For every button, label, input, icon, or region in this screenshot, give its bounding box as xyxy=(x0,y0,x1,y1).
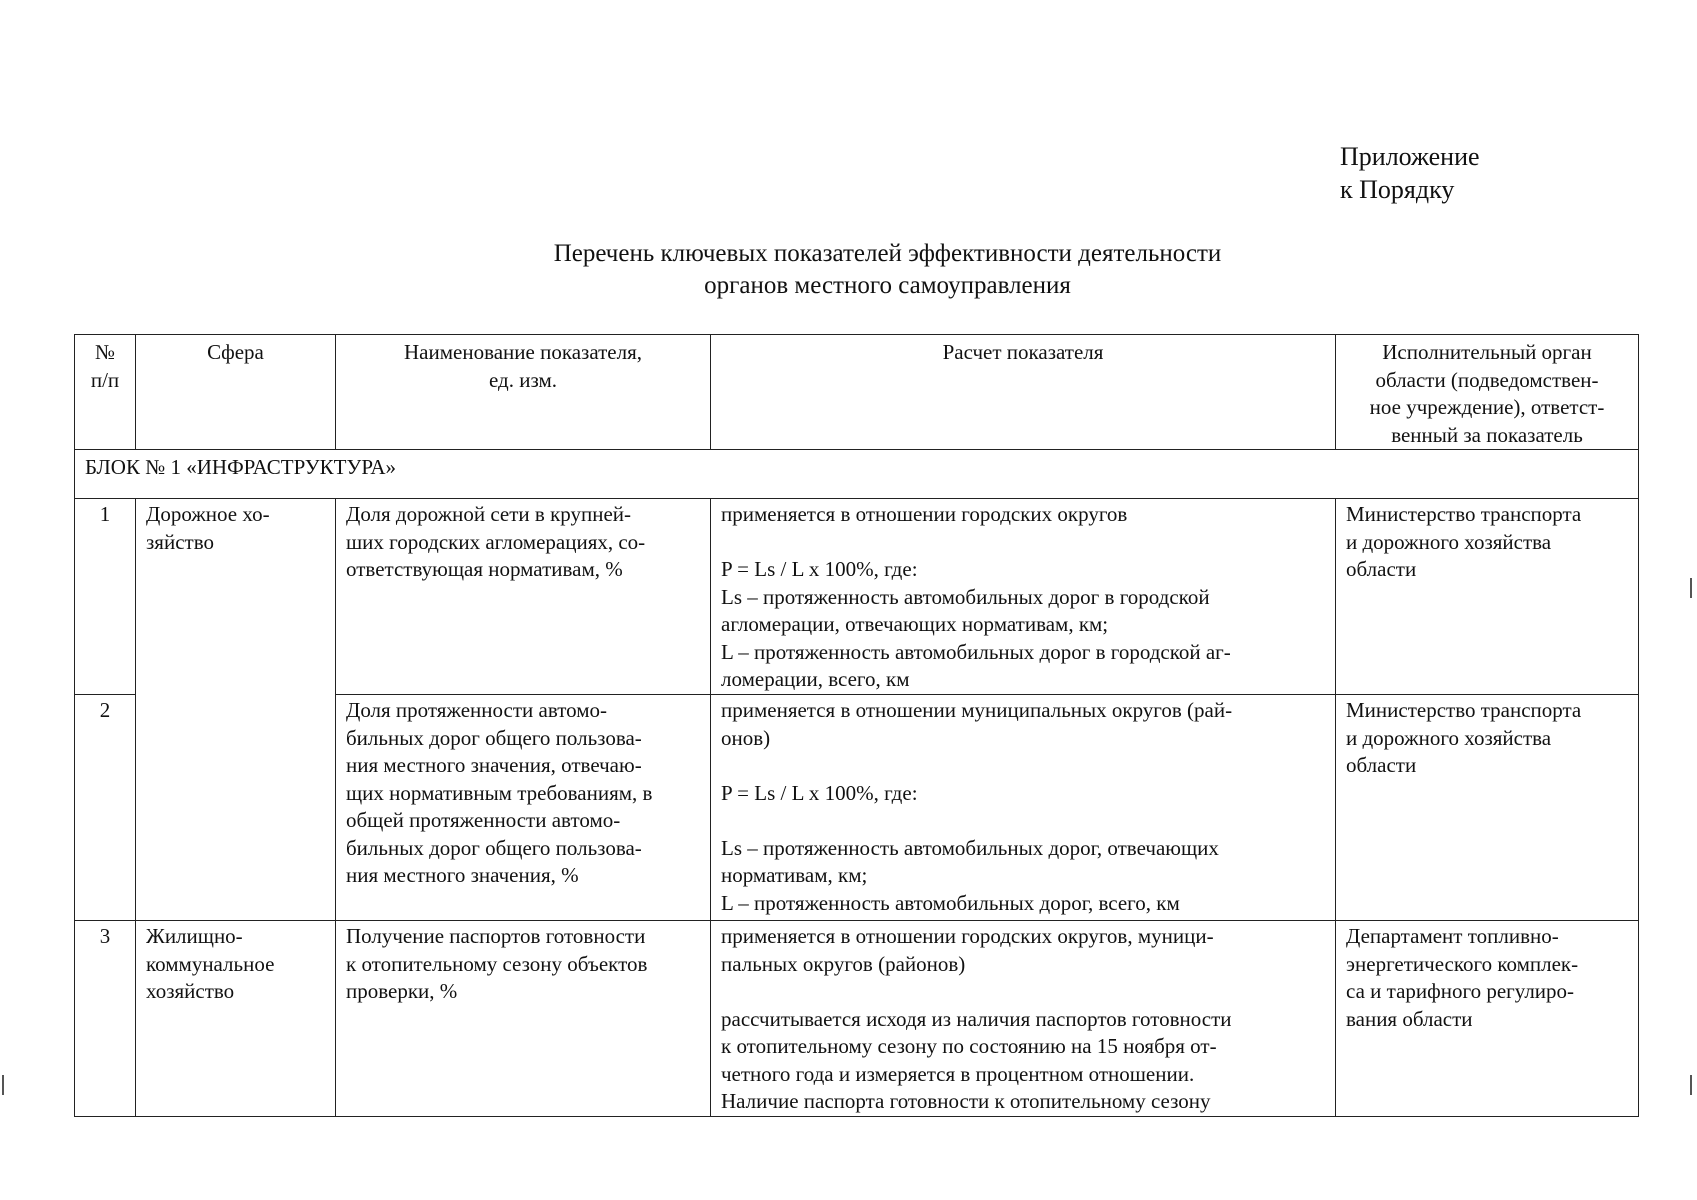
indicators-table xyxy=(74,334,1639,1117)
scan-mark xyxy=(1690,1075,1692,1095)
table-row xyxy=(75,921,1639,1117)
table-header-row xyxy=(75,335,1639,450)
row-indicator: Доля протяженности автомо- бильных дорог общего пользова- ния местного значения, отвечаю- щих нормативным требованиям, в общей протяженности автомо- бильных дорог общего пользова- ния местного значения, % xyxy=(336,695,711,921)
row-calculation: применяется в отношении городских округов P = Ls / L x 100%, где: Ls – протяженность автомобильных дорог в городской агломерации, отвечающих нормативам, км; L – протяженность автомобильных дорог в городской аг- ломерации, всего, км xyxy=(711,499,1336,695)
row-authority: Министерство транспорта и дорожного хозяйства области xyxy=(1336,695,1639,921)
scan-mark xyxy=(2,1075,4,1095)
title-line-1: Перечень ключевых показателей эффективности деятельности xyxy=(553,240,1222,267)
table-row xyxy=(75,499,1639,695)
block-title: БЛОК № 1 «ИНФРАСТРУКТУРА» xyxy=(75,450,1639,499)
appendix-line-1: Приложение xyxy=(1340,142,1480,171)
title-line-2: органов местного самоуправления xyxy=(704,272,1071,299)
row-indicator: Получение паспортов готовности к отопительному сезону объектов проверки, % xyxy=(336,921,711,1117)
scan-mark xyxy=(1690,578,1692,598)
appendix-line-2: к Порядку xyxy=(1340,175,1455,204)
row-sphere: Дорожное хо- зяйство xyxy=(136,499,336,921)
document-title xyxy=(0,238,1697,302)
appendix-note xyxy=(1340,140,1480,206)
block-row xyxy=(75,450,1639,499)
row-calculation: применяется в отношении муниципальных округов (рай- онов) P = Ls / L x 100%, где: Ls – протяженность автомобильных дорог, отвечающих нормативам, км; L – протяженность автомобильных дорог, всего, км xyxy=(711,695,1336,921)
header-num: № п/п xyxy=(75,335,136,450)
row-indicator: Доля дорожной сети в крупней- ших городских агломерациях, со- ответствующая нормативам, % xyxy=(336,499,711,695)
header-indicator: Наименование показателя, ед. изм. xyxy=(336,335,711,450)
row-num: 3 xyxy=(75,921,136,1117)
row-calculation: применяется в отношении городских округов, муници- пальных округов (районов) рассчитывается исходя из наличия паспортов готовности к отопительному сезону по состоянию на 15 ноября от- четного года и измеряется в процентном отношении. Наличие паспорта готовности к отопительному сезону xyxy=(711,921,1336,1117)
row-sphere: Жилищно- коммунальное хозяйство xyxy=(136,921,336,1117)
header-sphere: Сфера xyxy=(136,335,336,450)
header-calculation: Расчет показателя xyxy=(711,335,1336,450)
row-num: 1 xyxy=(75,499,136,695)
header-authority: Исполнительный орган области (подведомствен- ное учреждение), ответст- венный за показатель xyxy=(1336,335,1639,450)
row-authority: Министерство транспорта и дорожного хозяйства области xyxy=(1336,499,1639,695)
row-num: 2 xyxy=(75,695,136,921)
row-authority: Департамент топливно- энергетического комплек- са и тарифного регулиро- вания области xyxy=(1336,921,1639,1117)
